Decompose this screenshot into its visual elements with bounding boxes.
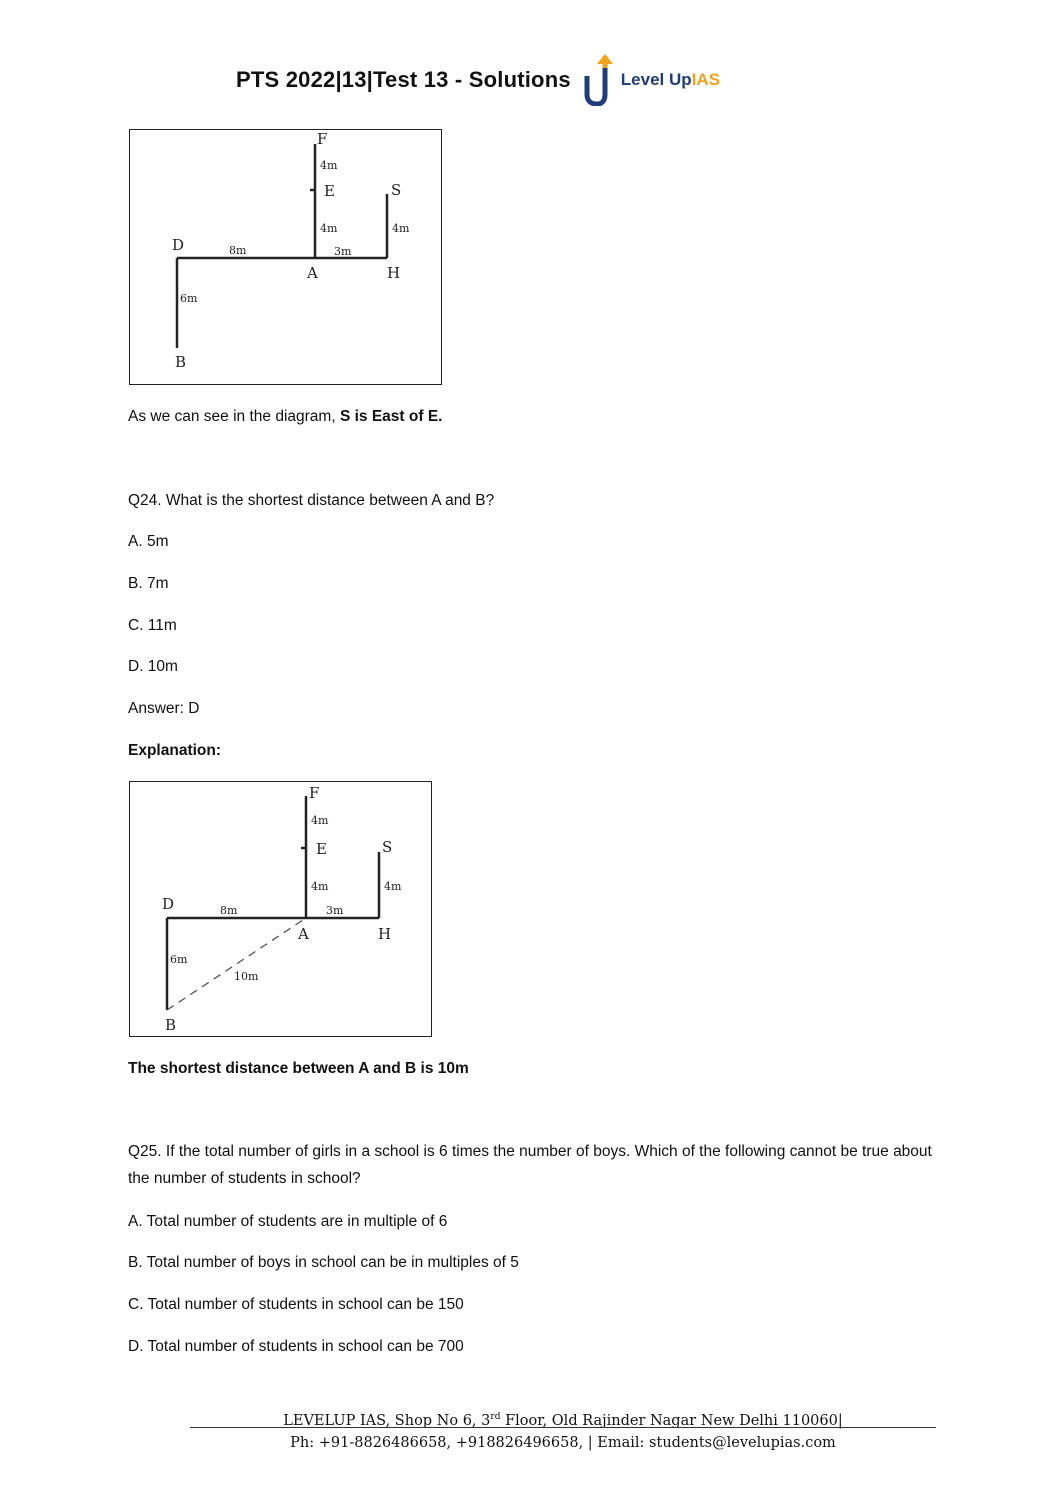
page-title: PTS 2022|13|Test 13 - Solutions: [236, 67, 571, 92]
q25-option-b: B. Total number of boys in school can be in multiples of 5: [128, 1254, 519, 1271]
q24-option-a: A. 5m: [128, 533, 169, 550]
dist-FE: 4m: [320, 159, 338, 172]
q25-option-d: D. Total number of students in school can be 700: [128, 1338, 464, 1355]
label-B: B: [175, 353, 187, 371]
explanation-heading: Explanation:: [128, 742, 222, 759]
label-D: D: [172, 236, 185, 254]
dist-DB: 6m: [170, 953, 188, 966]
label-E: E: [324, 182, 335, 200]
dist-SH: 4m: [384, 880, 402, 893]
q25-option-a: A. Total number of students are in multiple of 6: [128, 1213, 448, 1230]
label-A: A: [298, 925, 309, 943]
label-A: A: [307, 264, 318, 282]
q24-conclusion: The shortest distance between A and B is 10m: [128, 1060, 469, 1077]
q25-option-c: C. Total number of students in school can be 150: [128, 1296, 464, 1313]
label-H: H: [387, 264, 401, 282]
footer-address: LEVELUP IAS, Shop No 6, 3rd Floor, Old Rajinder Nagar New Delhi 110060|: [283, 1412, 843, 1429]
page-header: [236, 50, 720, 110]
q24-option-b: B. 7m: [128, 575, 169, 592]
dist-AH: 3m: [334, 245, 352, 258]
question-24: Q24. What is the shortest distance between A and B?: [128, 492, 495, 509]
levelup-logo-icon: [583, 54, 617, 106]
question-25: Q25. If the total number of girls in a school is 6 times the number of boys. Which of the following cannot be true about the number of students in school?: [128, 1143, 932, 1187]
dist-EA: 4m: [311, 880, 329, 893]
label-S: S: [391, 181, 402, 199]
label-D: D: [162, 895, 175, 913]
logo-text: Level UpIAS: [620, 70, 720, 89]
direction-diagram-2: [129, 781, 432, 1037]
dist-AB: 10m: [234, 970, 259, 983]
levelup-logo: [583, 54, 720, 106]
label-B: B: [165, 1016, 177, 1034]
label-F: F: [309, 784, 320, 802]
diagram-conclusion-text: As we can see in the diagram, S is East of E.: [128, 408, 443, 425]
dist-SH: 4m: [392, 222, 410, 235]
label-S: S: [382, 838, 393, 856]
footer-divider: [190, 1427, 936, 1428]
footer-contact: Ph: +91-8826486658, +918826496658, | Email: students@levelupias.com: [290, 1434, 836, 1451]
dist-DB: 6m: [180, 292, 198, 305]
dist-DA: 8m: [229, 244, 247, 257]
direction-diagram-1: [129, 129, 442, 385]
q24-option-d: D. 10m: [128, 658, 178, 675]
dist-DA: 8m: [220, 904, 238, 917]
label-F: F: [317, 130, 328, 148]
q24-answer: Answer: D: [128, 700, 200, 717]
dist-FE: 4m: [311, 814, 329, 827]
dist-EA: 4m: [320, 222, 338, 235]
label-E: E: [316, 840, 327, 858]
page-footer: [190, 1406, 936, 1454]
label-H: H: [378, 925, 392, 943]
dist-AH: 3m: [326, 904, 344, 917]
q24-option-c: C. 11m: [128, 617, 177, 634]
